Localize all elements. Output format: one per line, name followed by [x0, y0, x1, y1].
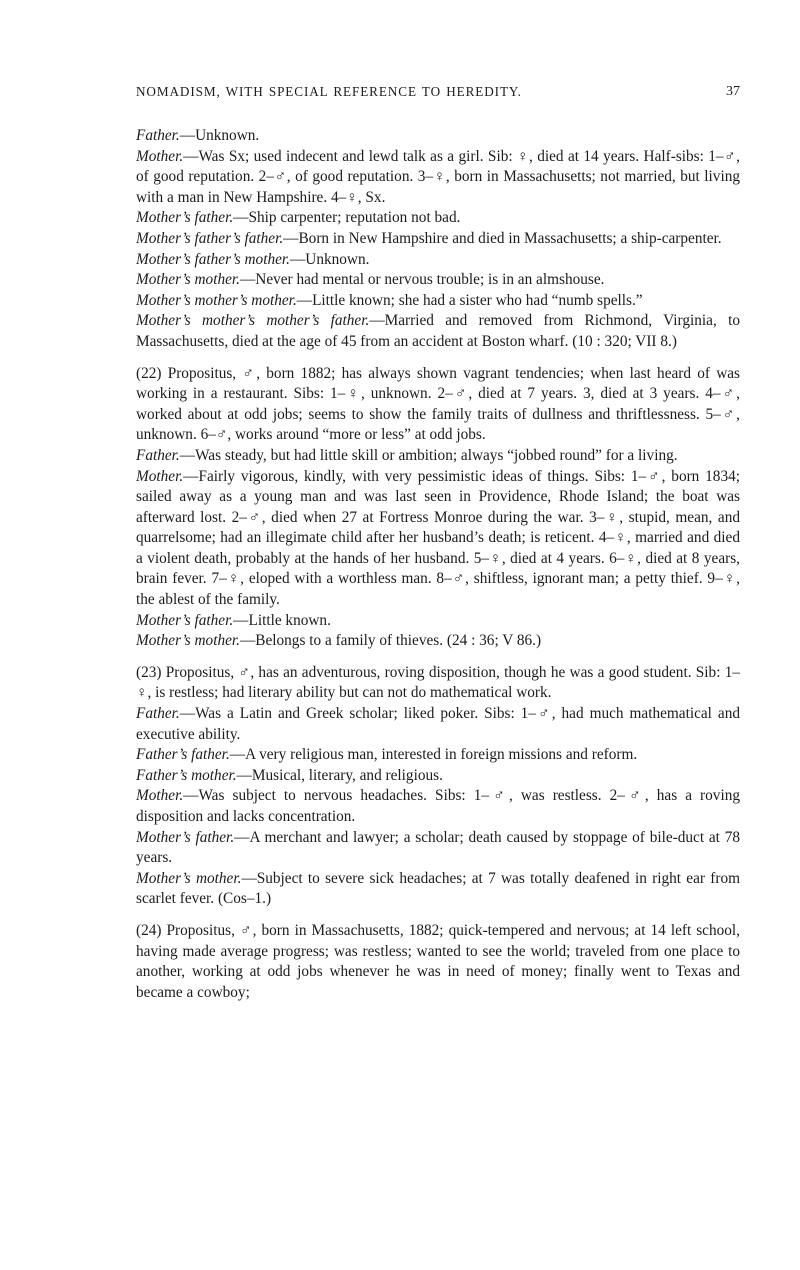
paragraph: [136, 250, 740, 271]
paragraph: [136, 270, 740, 291]
paragraph-text: —Never had mental or nervous trouble; is in an almshouse.: [239, 271, 605, 289]
relative-label: Mother.: [136, 787, 184, 805]
paragraph: [136, 126, 740, 147]
relative-label: Mother’s father.: [136, 828, 235, 846]
paragraph-text: —Unknown.: [179, 127, 260, 144]
paragraph: [136, 208, 740, 229]
relative-label: Father’s mother.: [136, 766, 237, 784]
relative-label: Father.: [136, 705, 180, 723]
paragraph-text: —Musical, literary, and religious.: [236, 766, 443, 784]
paragraph-text: —Born in New Hampshire and died in Massachusetts; a ship-carpenter.: [283, 229, 722, 247]
paragraph-text: —Was a Latin and Greek scholar; liked poker. Sibs: 1–♂, had much mathematical and executive ability.: [136, 705, 740, 743]
paragraph-text: —Married and removed from Richmond, Virginia, to Massachusetts, died at the age of 45 from an accident at Boston wharf. (10 : 320; VII 8.): [136, 312, 740, 350]
paragraph-text: (24) Propositus, ♂, born in Massachusetts, 1882; quick-tempered and nervous; at 14 left school, having made average progress; was restless; wanted to see the world; traveled from one place to another, working at odd jobs whenever he was in need of money; finally went to Texas and became a cowboy;: [136, 921, 740, 1001]
paragraph: [136, 704, 740, 745]
paragraph: [136, 229, 740, 250]
relative-label: Father.: [136, 127, 180, 144]
running-title: NOMADISM, WITH SPECIAL REFERENCE TO HEREDITY.: [136, 84, 522, 99]
paragraph: [136, 364, 740, 446]
paragraph: [136, 611, 740, 632]
paragraph: [136, 921, 740, 1003]
relative-label: Mother’s father.: [136, 611, 234, 629]
paragraph-text: —Ship carpenter; reputation not bad.: [233, 209, 461, 227]
relative-label: Mother.: [136, 467, 184, 485]
paragraph-text: —Was Sx; used indecent and lewd talk as a girl. Sib: ♀, died at 14 years. Half-sibs: 1–♂, of good reputation. 2–♂, of good reputation. 3–♀, born in Massachusetts; not married, but living with a man in New Hampshire. 4–♀, Sx.: [136, 147, 740, 206]
paragraph-text: —Unknown.: [289, 250, 370, 268]
paragraph-text: —Little known; she had a sister who had “numb spells.”: [296, 291, 643, 309]
body-text: [136, 126, 740, 1003]
relative-label: Mother’s mother’s mother’s father.: [136, 312, 370, 330]
relative-label: Mother.: [136, 147, 184, 165]
relative-label: Father’s father.: [136, 746, 230, 764]
paragraph-text: —Subject to severe sick headaches; at 7 was totally deafened in right ear from scarlet fever. (Cos–1.): [136, 869, 740, 908]
paragraph: [136, 745, 740, 766]
paragraph: [136, 446, 740, 467]
paragraph-text: —Was steady, but had little skill or ambition; always “jobbed round” for a living.: [179, 446, 678, 464]
paragraph-text: —A merchant and lawyer; a scholar; death caused by stoppage of bile-duct at 78 years.: [136, 828, 741, 867]
paragraph: [136, 631, 740, 652]
relative-label: Mother’s father’s mother.: [136, 250, 290, 268]
relative-label: Father.: [136, 446, 180, 464]
relative-label: Mother’s father’s father.: [136, 229, 284, 247]
page-number: 37: [726, 84, 740, 99]
paragraph: [136, 828, 740, 869]
paragraph: [136, 663, 740, 704]
paragraph-text: —Was subject to nervous headaches. Sibs: 1–♂, was restless. 2–♂, has a roving disposition and lacks concentration.: [136, 787, 740, 825]
paragraph: [136, 869, 740, 910]
paragraph-text: —Belongs to a family of thieves. (24 : 36; V 86.): [239, 632, 542, 650]
relative-label: Mother’s mother.: [136, 632, 240, 650]
relative-label: Mother’s father.: [136, 209, 234, 227]
relative-label: Mother’s mother’s mother.: [136, 291, 297, 309]
paragraph: [136, 147, 740, 209]
paragraph-text: —Fairly vigorous, kindly, with very pessimistic ideas of things. Sibs: 1–♂, born 1834; sailed away as a young man and was last seen in Providence, Rhode Island; the boat was afterward lost. 2–♂, died when 27 at Fortress Monroe during the war. 3–♀, stupid, mean, and quarrelsome; had an illegimate child after her husband’s death; is reticent. 4–♀, married and died a violent death, probably at the hands of her husband. 5–♀, died at 4 years. 6–♀, died at 8 years, brain fever. 7–♀, eloped with a worthless man. 8–♂, shiftless, ignorant man; a petty thief. 9–♀, the ablest of the family.: [136, 467, 740, 609]
paragraph: [136, 766, 740, 787]
paragraph: [136, 786, 740, 827]
relative-label: Mother’s mother.: [136, 271, 240, 289]
paragraph: [136, 467, 740, 611]
paragraph-text: (23) Propositus, ♂, has an adventurous, roving disposition, though he was a good student. Sib: 1–♀, is restless; had literary ability but can not do mathematical work.: [136, 663, 740, 702]
relative-label: Mother’s mother.: [136, 869, 242, 887]
paragraph-text: —Little known.: [233, 611, 331, 629]
paragraph: [136, 311, 740, 352]
paragraph-text: (22) Propositus, ♂, born 1882; has always shown vagrant tendencies; when last heard of was working in a restaurant. Sibs: 1–♀, unknown. 2–♂, died at 7 years. 3, died at 3 years. 4–♂, worked about at odd jobs; seems to show the family traits of dullness and thriftlessness. 5–♂, unknown. 6–♂, works around “more or less” at odd jobs.: [136, 364, 740, 444]
paragraph: [136, 291, 740, 312]
paragraph-text: —A very religious man, interested in foreign missions and reform.: [229, 746, 638, 764]
